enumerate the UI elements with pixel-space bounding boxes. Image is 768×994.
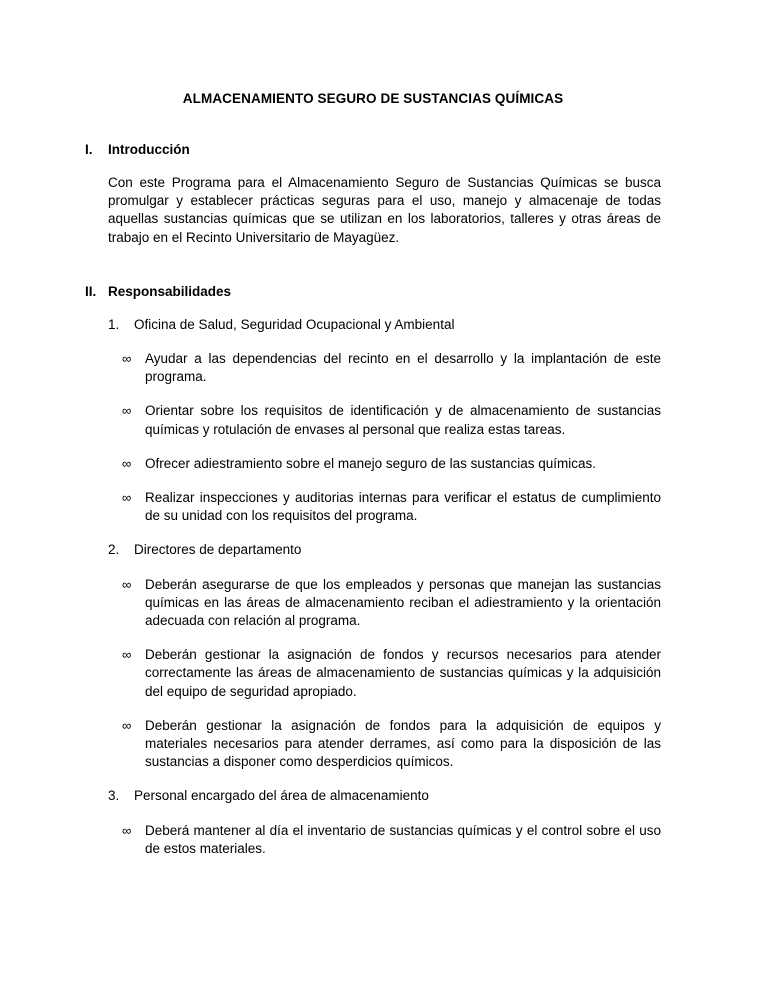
numbered-item-oficina-salud [108,316,661,334]
bullet-text: Ayudar a las dependencias del recinto en el desarrollo y la implantación de este programa. [145,351,661,385]
list-item [122,402,661,438]
numbered-item-personal-encargado [108,787,661,805]
bullet-text: Deberán asegurarse de que los empleados y personas que manejan las sustancias químicas en las áreas de almacenamiento reciban el adiestramiento y la orientación adecuada con relación al programa. [145,576,661,629]
numbered-item-directores [108,541,661,559]
section-introduccion [85,141,661,247]
item-number: 3. [108,788,120,804]
bullet-text: Deberán gestionar la asignación de fondos para la adquisición de equipos y materiales necesarios para atender derrames, así como para la disposición de las sustancias a disponer como desperdicios químicos. [145,717,661,770]
list-item [122,489,661,525]
section-numeral: I. [85,142,93,157]
list-item [122,822,661,858]
list-item [122,717,661,772]
bullet-text: Ofrecer adiestramiento sobre el manejo seguro de las sustancias químicas. [145,455,596,471]
list-item [122,576,661,631]
infinity-bullet-icon: ∞ [122,403,132,419]
section-heading-introduccion [85,141,661,159]
bullet-text: Deberá mantener al día el inventario de sustancias químicas y el control sobre el uso de estos materiales. [145,822,661,856]
infinity-bullet-icon: ∞ [122,576,132,592]
infinity-bullet-icon: ∞ [122,455,132,471]
bullet-text: Deberán gestionar la asignación de fondos y recursos necesarios para atender correctamente las áreas de almacenamiento de sustancias químicas y la adquisición del equipo de seguridad apropiado. [145,647,661,699]
infinity-bullet-icon: ∞ [122,647,132,663]
infinity-bullet-icon: ∞ [122,717,132,733]
item-label: Personal encargado del área de almacenamiento [134,788,429,804]
infinity-bullet-icon: ∞ [122,351,132,367]
section-heading-responsabilidades [85,283,661,301]
list-item [122,350,661,386]
item-label: Directores de departamento [134,542,302,558]
section-responsabilidades [85,283,661,858]
infinity-bullet-icon: ∞ [122,822,132,838]
list-item [122,646,661,701]
list-item [122,455,661,473]
item-label: Oficina de Salud, Seguridad Ocupacional y Ambiental [134,316,455,332]
section-heading-label: Introducción [108,142,190,157]
item-number: 1. [108,316,120,332]
document-title: ALMACENAMIENTO SEGURO DE SUSTANCIAS QUÍMICAS [182,91,564,106]
section-numeral: II. [85,283,97,299]
section-heading-label: Responsabilidades [108,283,232,299]
item-number: 2. [108,542,120,558]
bullet-text: Realizar inspecciones y auditorias internas para verificar el estatus de cumplimiento de su unidad con los requisitos del programa. [145,490,661,524]
infinity-bullet-icon: ∞ [122,490,132,506]
bullet-text: Orientar sobre los requisitos de identificación y de almacenamiento de sustancias químicas y rotulación de envases al personal que realiza estas tareas. [145,403,661,437]
intro-paragraph: Con este Programa para el Almacenamiento Seguro de Sustancias Químicas se busca promulgar y establecer prácticas seguras para el uso, manejo y almacenaje de todas aquellas sustancias químicas que se utilizan en los laboratorios, talleres y otras áreas de trabajo en el Recinto Universitario de Mayagüez. [108,175,661,245]
